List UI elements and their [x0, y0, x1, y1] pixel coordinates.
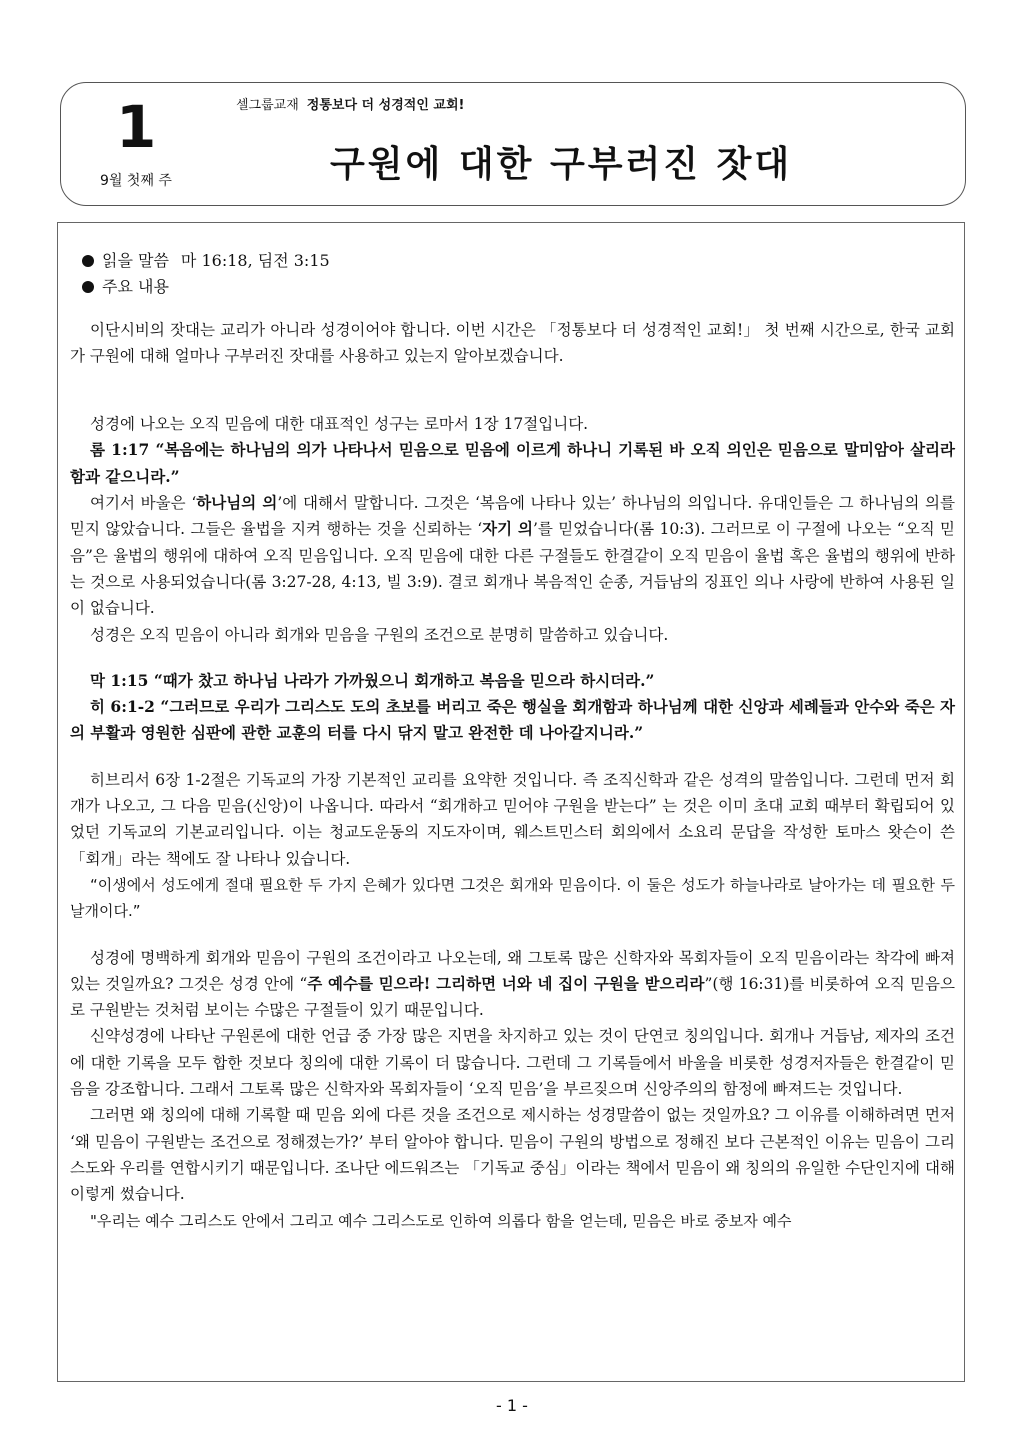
reading-label: 읽을 말씀: [102, 251, 169, 270]
text-run: 여기서 바울은 ‘: [90, 494, 197, 513]
verse-quote: [70, 668, 955, 694]
lesson-body: [70, 248, 955, 1234]
reading-refs: 마 16:18, 딤전 3:15: [180, 251, 330, 270]
intro-paragraph: 이단시비의 잣대는 교리가 아니라 성경이어야 합니다. 이번 시간은 「정통보다 더 성경적인 교회!」 첫 번째 시간으로, 한국 교회가 구원에 대해 얼마나 구부러진 잣대를 사용하고 있는지 알아보겠습니다.: [70, 320, 955, 365]
summary-label: 주요 내용: [102, 277, 169, 297]
summary-bullet: [70, 274, 955, 300]
emphasis-text: 하나님의 의: [196, 493, 278, 513]
paragraph: 성경에 나오는 오직 믿음에 대한 대표적인 성구는 로마서 1장 17절입니다.: [90, 415, 589, 434]
quote-paragraph: "우리는 예수 그리스도 안에서 그리고 예수 그리스도로 인하여 의롭다 함을 얻는데, 믿음은 바로 중보자 예수: [90, 1211, 792, 1230]
series-label: 셀그룹교재: [236, 98, 299, 113]
text-run: 성경에 명백하게 회개와 믿음이 구원의 조건이라고 나오는데, 왜 그토록 많은 신학자와 목회자들이 오직 믿음이라는 착각에 빠져 있는 것일까요? 그것은 성경 안에 “: [70, 948, 955, 993]
bullet-dot-icon: [82, 281, 94, 293]
text-run: ”(행 16:31)를 비롯하여 오직 믿음으로 구원받는 것처럼 보이는 수많은 구절들이 있기 때문입니다.: [70, 974, 955, 1020]
verse-text: 롬 1:17 “복음에는 하나님의 의가 나타나서 믿음으로 믿음에 이르게 하나니 기록된 바 오직 의인은 믿음으로 말미암아 살리라 함과 같으니라.”: [70, 440, 955, 486]
lesson-number: 1: [116, 93, 157, 161]
paragraph: 히브리서 6장 1-2절은 기독교의 가장 기본적인 교리를 요약한 것입니다. 즉 조직신학과 같은 성격의 말씀입니다. 그런데 먼저 회개가 나오고, 그 다음 믿음(신앙)이 나옵니다. 따라서 “회개하고 믿어야 구원을 받는다” 는 것은 이미 초대 교회 때부터 확립되어 있었던 기독교의 기본교리입니다. 이는 청교도운동의 지도자이며, 웨스트민스터 회의에서 소요리 문답을 작성한 토마스 왓슨이 쓴 「회개」라는 책에도 잘 나타나 있습니다.: [70, 770, 955, 868]
paragraph: [70, 945, 955, 1024]
series-line: [236, 94, 464, 113]
paragraph: 그러면 왜 칭의에 대해 기록할 때 믿음 외에 다른 것을 조건으로 제시하는 성경말씀이 없는 것일까요? 그 이유를 이해하려면 먼저 ‘왜 믿음이 구원받는 조건으로 정해졌는가?’ 부터 알아야 합니다. 믿음이 구원의 방법으로 정해진 보다 근본적인 이유는 믿음이 그리스도와 우리를 연합시키기 때문입니다. 조나단 에드워즈는 「기독교 중심」이라는 책에서 믿음이 왜 칭의의 유일한 수단인지에 대해 이렇게 썼습니다.: [70, 1106, 955, 1204]
text-run: ’를 믿었습니다(롬 10:3). 그러므로 이 구절에 나오는 “오직 믿음”은 율법의 행위에 대하여 오직 믿음입니다. 오직 믿음에 대한 다른 구절들도 한결같이 오직 믿음이 율법 혹은 율법의 행위에 반하는 것으로 사용되었습니다(롬 3:27-28, 4:13, 빌 3:9). 결코 회개나 복음적인 순종, 거듭남의 징표인 의나 사랑에 반하여 사용된 일이 없습니다.: [70, 520, 956, 618]
verse-text: 막 1:15 “때가 찼고 하나님 나라가 가까웠으니 회개하고 복음을 믿으라 하시더라.”: [90, 670, 655, 690]
quote-paragraph: “이생에서 성도에게 절대 필요한 두 가지 은혜가 있다면 그것은 회개와 믿음이다. 이 둘은 성도가 하늘나라로 날아가는 데 필요한 두 날개이다.”: [70, 875, 955, 921]
week-label: 9월 첫째 주: [100, 173, 172, 189]
paragraph: 신약성경에 나타난 구원론에 대한 언급 중 가장 많은 지면을 차지하고 있는 것이 단연코 칭의입니다. 회개나 거듭남, 제자의 조건에 대한 기록을 모두 합한 것보다 칭의에 대한 기록이 더 많습니다. 그런데 그 기록들에서 바울을 비롯한 성경저자들은 한결같이 믿음을 강조합니다. 그래서 그토록 많은 신학자와 목회자들이 ‘오직 믿음’을 부르짖으며 신앙주의의 함정에 빠져드는 것입니다.: [70, 1027, 955, 1099]
emphasis-text: 자기 의: [482, 519, 533, 539]
page-title: 구원에 대한 구부러진 잣대: [330, 144, 793, 185]
paragraph: 성경은 오직 믿음이 아니라 회개와 믿음을 구원의 조건으로 분명히 말씀하고 있습니다.: [90, 625, 669, 644]
series-title: 정통보다 더 성경적인 교회!: [306, 98, 465, 113]
verse-quote: [70, 437, 955, 490]
verse-text: 히 6:1-2 “그러므로 우리가 그리스도 도의 초보를 버리고 죽은 행실을 회개함과 하나님께 대한 신앙과 세례들과 안수와 죽은 자의 부활과 영원한 심판에 관한 교훈의 터를 다시 닦지 말고 완전한 데 나아갈지니라.”: [70, 697, 955, 743]
reading-bullet: [70, 248, 955, 274]
page-number: - 1 -: [496, 1396, 528, 1415]
text-run: ’에 대해서 말합니다. 그것은 ‘복음에 나타나 있는’ 하나님의 의입니다. 유대인들은 그 하나님의 의를 믿지 않았습니다. 그들은 율법을 지켜 행하는 것을 신뢰하는 ‘: [70, 494, 955, 539]
bullet-dot-icon: [82, 255, 94, 267]
paragraph: [70, 490, 955, 621]
emphasis-text: 주 예수를 믿으라! 그리하면 너와 네 집이 구원을 받으리라: [307, 973, 705, 993]
verse-quote: [70, 694, 955, 747]
